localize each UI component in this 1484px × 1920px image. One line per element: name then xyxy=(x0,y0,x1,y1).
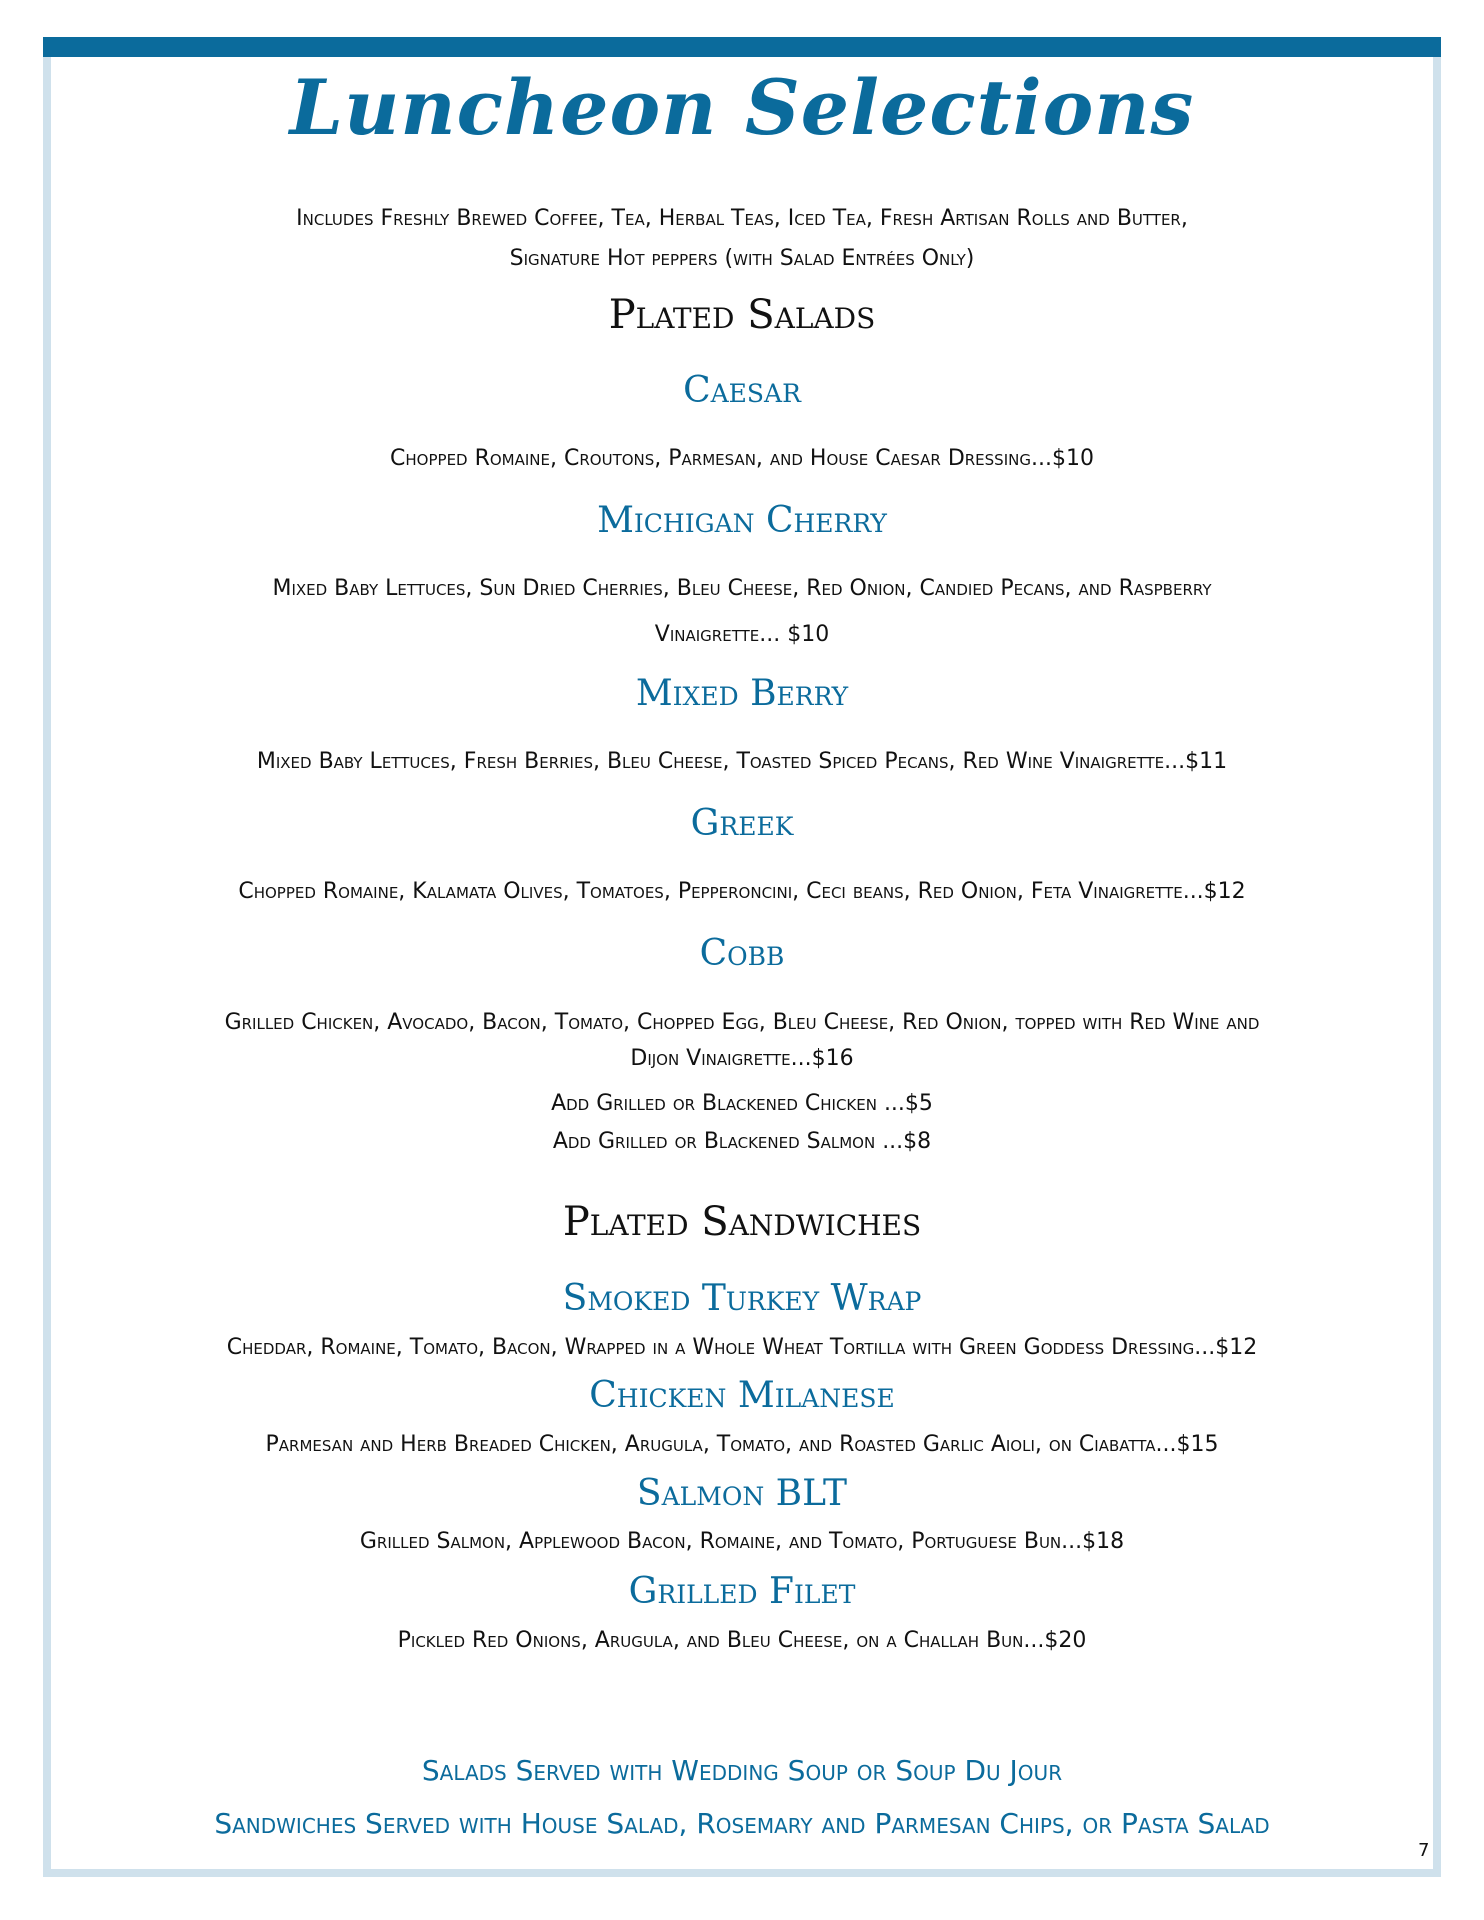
salad-desc-caesar: Chopped Romaine, Croutons, Parmesan, and House Caesar Dressing...$10 xyxy=(390,446,1094,471)
salad-desc-greek: Chopped Romaine, Kalamata Olives, Tomatoes, Pepperoncini, Ceci beans, Red Onion, Feta Vinaigrette...$12 xyxy=(238,879,1246,904)
page-number: 7 xyxy=(1418,1840,1430,1861)
addon-salmon: Add Grilled or Blackened Salmon ...$8 xyxy=(552,1129,932,1154)
page-title: Luncheon Selections xyxy=(289,63,1195,152)
footer-sandwiches-note: Sandwiches Served with House Salad, Rosemary and Parmesan Chips, or Pasta Salad xyxy=(214,1807,1270,1840)
footer-salads-note: Salads Served with Wedding Soup or Soup Du Jour xyxy=(421,1754,1063,1787)
sandwich-desc-grilled-filet: Pickled Red Onions, Arugula, and Bleu Cheese, on a Challah Bun...$20 xyxy=(397,1628,1087,1653)
sandwich-name-smoked-turkey-wrap: Smoked Turkey Wrap xyxy=(562,1278,922,1319)
salad-desc-michigan-cherry-2: Vinaigrette... $10 xyxy=(654,622,830,647)
salad-name-greek: Greek xyxy=(690,803,794,844)
salad-name-mixed-berry: Mixed Berry xyxy=(635,673,849,714)
sandwich-desc-salmon-blt: Grilled Salmon, Applewood Bacon, Romaine, and Tomato, Portuguese Bun...$18 xyxy=(359,1529,1125,1554)
sandwich-name-grilled-filet: Grilled Filet xyxy=(628,1571,856,1612)
section-title-salads: Plated Salads xyxy=(608,292,876,338)
salad-desc-michigan-cherry-1: Mixed Baby Lettuces, Sun Dried Cherries, Bleu Cheese, Red Onion, Candied Pecans, and Raspberry xyxy=(272,576,1212,601)
includes-line-2: Signature Hot peppers (with Salad Entrées Only) xyxy=(509,246,975,271)
includes-line-1: Includes Freshly Brewed Coffee, Tea, Herbal Teas, Iced Tea, Fresh Artisan Rolls and Butter, xyxy=(296,206,1188,231)
sandwich-desc-smoked-turkey-wrap: Cheddar, Romaine, Tomato, Bacon, Wrapped in a Whole Wheat Tortilla with Green Goddess Dressing...$12 xyxy=(226,1335,1258,1360)
salad-name-michigan-cherry: Michigan Cherry xyxy=(597,500,887,541)
salad-name-caesar: Caesar xyxy=(683,370,801,411)
salad-name-cobb: Cobb xyxy=(699,933,785,974)
salad-desc-cobb-2: Dijon Vinaigrette...$16 xyxy=(630,1046,854,1071)
sandwich-desc-chicken-milanese: Parmesan and Herb Breaded Chicken, Arugula, Tomato, and Roasted Garlic Aioli, on Ciabatta...$15 xyxy=(265,1432,1219,1457)
top-accent-bar xyxy=(43,37,1441,57)
section-title-sandwiches: Plated Sandwiches xyxy=(562,1199,922,1245)
salad-desc-mixed-berry: Mixed Baby Lettuces, Fresh Berries, Bleu Cheese, Toasted Spiced Pecans, Red Wine Vinaigrette...$11 xyxy=(256,749,1228,774)
sandwich-name-salmon-blt: Salmon BLT xyxy=(636,1473,848,1514)
addon-chicken: Add Grilled or Blackened Chicken ...$5 xyxy=(551,1091,933,1116)
salad-desc-cobb-1: Grilled Chicken, Avocado, Bacon, Tomato, Chopped Egg, Bleu Cheese, Red Onion, topped with Red Wine and xyxy=(224,1010,1260,1035)
sandwich-name-chicken-milanese: Chicken Milanese xyxy=(589,1375,895,1416)
